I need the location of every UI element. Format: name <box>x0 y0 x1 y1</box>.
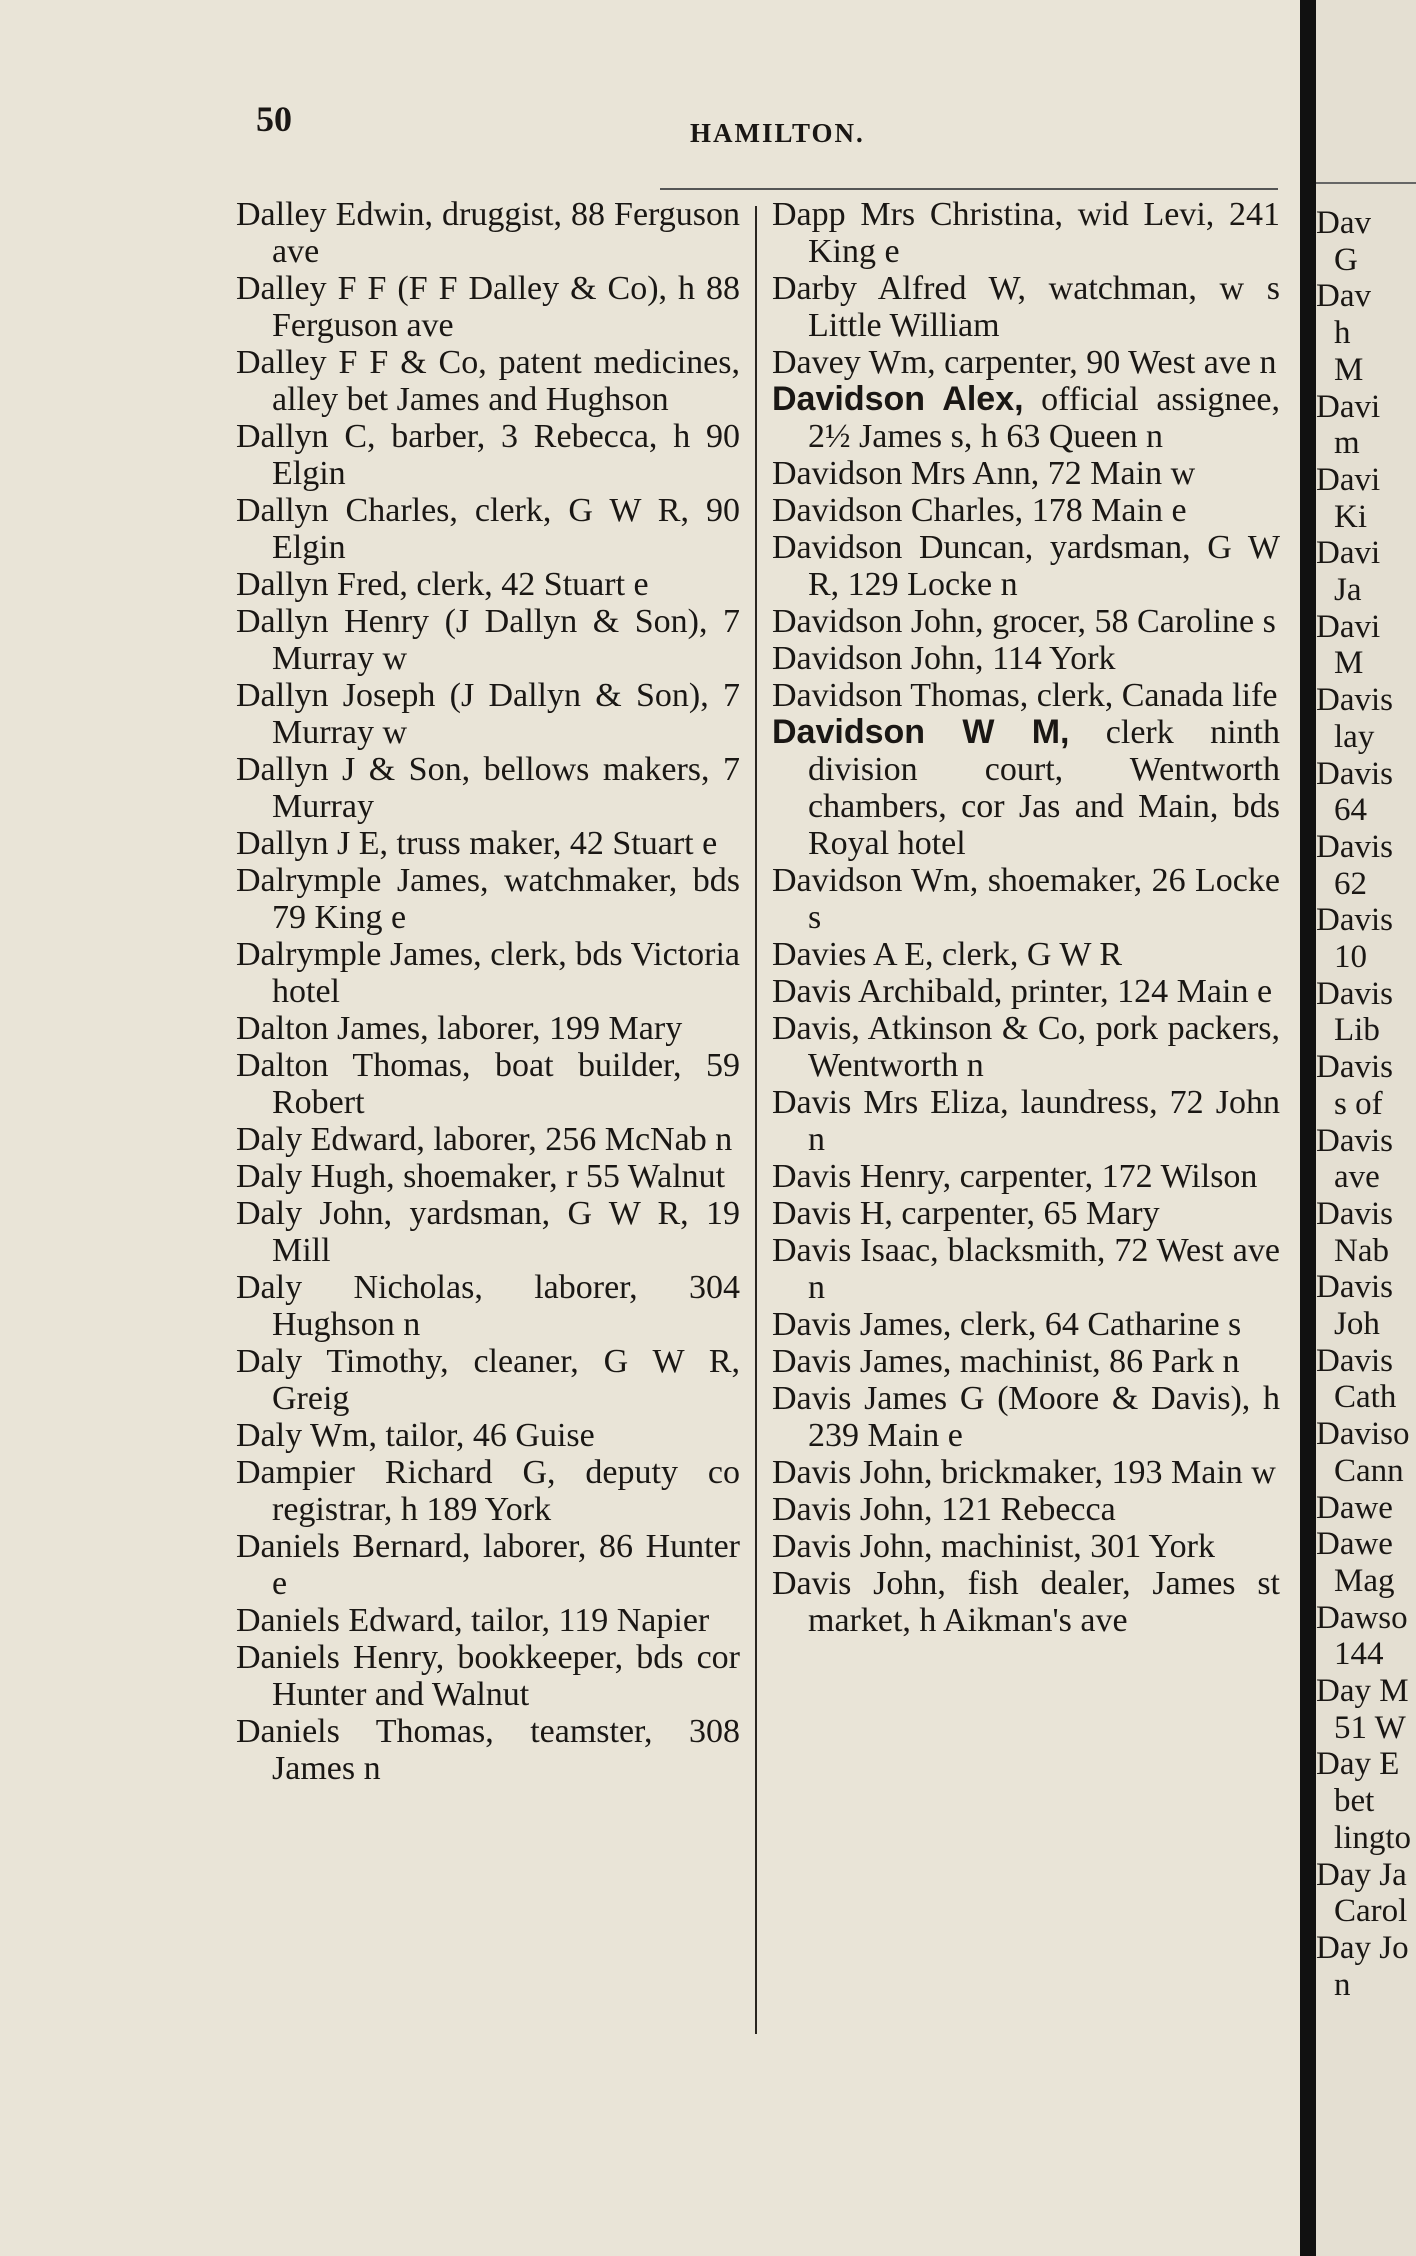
directory-entry <box>772 1528 1280 1565</box>
entry-details: carpenter, 65 Mary <box>892 1195 1160 1232</box>
directory-entry <box>772 529 1280 603</box>
book-gutter <box>1300 0 1316 2256</box>
directory-entry <box>236 1047 740 1121</box>
entry-details: tailor, 46 Guise <box>377 1417 595 1454</box>
entry-details: grocer, 58 Caroline s <box>983 603 1276 640</box>
directory-entry <box>236 270 740 344</box>
directory-entry <box>236 1454 740 1528</box>
facing-page-fragment: 144 <box>1334 1636 1384 1673</box>
entry-name: Davis H, <box>772 1195 893 1232</box>
directory-entry <box>236 1343 740 1417</box>
entry-name: Dapp Mrs Christina, <box>772 196 1064 233</box>
directory-entry <box>236 418 740 492</box>
entry-name: Davis, Atkinson & Co, <box>772 1010 1087 1047</box>
facing-page-fragment: Davis <box>1316 975 1393 1012</box>
entry-details: shoemaker, r 55 Walnut <box>394 1158 726 1195</box>
entry-name: Davidson Mrs Ann, <box>772 455 1040 492</box>
entry-details: wid Levi, 241 King e <box>808 196 1280 270</box>
entry-name: Davidson Alex, <box>772 380 1024 418</box>
entry-name: Davis Isaac, <box>772 1232 939 1269</box>
directory-entry <box>236 936 740 1010</box>
facing-page-fragment: Davis <box>1316 682 1393 719</box>
facing-page-fragment: Cann <box>1334 1452 1404 1489</box>
entry-name: Daly Hugh, <box>236 1158 395 1195</box>
entry-details: (F F Dalley & Co), h 88 Ferguson ave <box>272 270 741 344</box>
entry-name: Dampier Richard G, <box>236 1454 556 1491</box>
directory-entry <box>236 1158 740 1195</box>
facing-page-fragment: Dav <box>1316 278 1371 315</box>
entry-details: truss maker, 42 Stuart e <box>388 825 718 862</box>
entry-name: Daniels Henry, <box>236 1639 445 1676</box>
facing-page-fragment: Mag <box>1334 1562 1395 1599</box>
entry-name: Davidson W M, <box>772 713 1070 751</box>
entry-name: Dalton James, <box>236 1010 429 1047</box>
directory-entry <box>236 1528 740 1602</box>
left-column <box>236 196 740 1787</box>
entry-name: Davidson John, <box>772 640 984 677</box>
directory-entry <box>236 1639 740 1713</box>
entry-name: Dalton Thomas, <box>236 1047 471 1084</box>
entry-details: patent medicines, alley bet James and Hughson <box>272 344 741 418</box>
entry-details: tailor, 119 Napier <box>462 1602 710 1639</box>
directory-entry <box>236 1417 740 1454</box>
page-number: 50 <box>256 99 292 139</box>
facing-page-fragment: Day M <box>1316 1673 1409 1709</box>
directory-entry <box>236 1010 740 1047</box>
directory-entry <box>236 1195 740 1269</box>
entry-details: druggist, 88 Ferguson ave <box>272 196 740 270</box>
directory-entry <box>772 714 1280 862</box>
directory-entry <box>236 1713 740 1787</box>
facing-page-fragment: n <box>1334 1966 1351 2003</box>
entry-details: bookkeeper, bds cor Hunter and Walnut <box>272 1639 740 1713</box>
entry-name: Daly Timothy, <box>236 1343 449 1380</box>
entry-name: Dallyn Fred, <box>236 566 408 603</box>
facing-page-fragment: Daviso <box>1316 1416 1410 1453</box>
entry-details: (J Dallyn & Son), 7 Murray w <box>272 603 740 677</box>
directory-entry <box>236 1121 740 1158</box>
directory-entry <box>772 1195 1280 1232</box>
facing-page-fragment: 62 <box>1334 865 1367 902</box>
entry-name: Dallyn Joseph <box>236 677 436 714</box>
directory-entry <box>772 936 1280 973</box>
directory-entry <box>236 1602 740 1639</box>
entry-details: pork packers, Wentworth n <box>808 1010 1280 1084</box>
entry-name: Dallyn J E, <box>236 825 389 862</box>
entry-name: Davis Mrs Eliza, <box>772 1084 1009 1121</box>
directory-entry <box>236 196 740 270</box>
entry-details: bellows makers, 7 Murray <box>272 751 741 825</box>
directory-entry <box>772 1380 1280 1454</box>
entry-details: clerk, G W R, 90 Elgin <box>272 492 740 566</box>
entry-details: laborer, 304 Hughson n <box>272 1269 740 1343</box>
entry-name: Davey Wm, <box>772 344 936 381</box>
entry-details: fish dealer, James st market, h Aikman's ave <box>808 1565 1280 1639</box>
facing-page-fragment: Lib <box>1334 1012 1380 1049</box>
entry-details: brickmaker, 193 Main w <box>932 1454 1276 1491</box>
entry-details: 72 Main w <box>1039 455 1196 492</box>
entry-details: watchmaker, bds 79 King e <box>272 862 740 936</box>
entry-name: Daly Nicholas, <box>236 1269 483 1306</box>
directory-entry <box>772 344 1280 381</box>
entry-details: laborer, 256 McNab n <box>424 1121 733 1158</box>
entry-name: Dallyn Henry <box>236 603 430 640</box>
directory-entry <box>772 196 1280 270</box>
entry-details: (Moore & Davis), h 239 Main e <box>808 1380 1281 1454</box>
facing-page-fragment: Davis <box>1316 1049 1393 1086</box>
facing-page-fragment: Davis <box>1316 1195 1393 1232</box>
entry-name: Davidson Thomas, <box>772 677 1029 714</box>
entry-details: shoemaker, 26 Locke s <box>808 862 1280 936</box>
facing-page-fragment: Davis <box>1316 1342 1393 1379</box>
entry-name: Davidson John, <box>772 603 984 640</box>
directory-entry <box>772 1084 1280 1158</box>
header-rule <box>660 188 1278 190</box>
facing-page-fragment: 64 <box>1334 792 1367 829</box>
facing-page-fragment: Day Jo <box>1316 1929 1409 1966</box>
directory-entry <box>772 270 1280 344</box>
directory-entry <box>772 973 1280 1010</box>
entry-name: Dalley F F <box>236 270 387 307</box>
facing-page-fragment: ave <box>1334 1159 1380 1196</box>
directory-entry <box>772 381 1280 455</box>
facing-page-fragment: Nab <box>1334 1232 1389 1269</box>
entry-name: Daly John, <box>236 1195 393 1232</box>
entry-details: boat builder, 59 Robert <box>272 1047 741 1121</box>
entry-details: yardsman, G W R, 19 Mill <box>272 1195 740 1269</box>
entry-name: Davis John, <box>772 1491 933 1528</box>
entry-name: Dalley Edwin, <box>236 196 433 233</box>
directory-entry <box>236 344 740 418</box>
entry-details: machinist, 86 Park n <box>951 1343 1240 1380</box>
directory-entry <box>772 1343 1280 1380</box>
facing-page-fragment: M <box>1334 645 1364 682</box>
facing-page-fragment: Day Ja <box>1316 1856 1407 1893</box>
directory-entry <box>772 677 1280 714</box>
entry-details: cleaner, G W R, Greig <box>272 1343 740 1417</box>
facing-page-fragment: Davis <box>1316 1122 1393 1159</box>
entry-details: clerk ninth division court, Wentworth chambers, cor Jas and Main, bds Royal hotel <box>808 714 1280 862</box>
entry-name: Dalrymple James, <box>236 936 482 973</box>
entry-name: Davidson Wm, <box>772 862 979 899</box>
entry-details: carpenter, 172 Wilson <box>951 1158 1258 1195</box>
facing-page-fragment: Dawe <box>1316 1526 1393 1563</box>
entry-details: 121 Rebecca <box>932 1491 1116 1528</box>
directory-entry <box>772 603 1280 640</box>
facing-header-rule <box>1316 182 1416 184</box>
entry-name: Dalrymple James, <box>236 862 489 899</box>
entry-name: Dallyn Charles, <box>236 492 458 529</box>
facing-page-fragment: lay <box>1334 718 1375 755</box>
entry-details: clerk, Canada life <box>1028 677 1278 714</box>
directory-entry <box>772 1491 1280 1528</box>
facing-page-fragment: h <box>1334 315 1351 352</box>
facing-page-fragment: Joh <box>1334 1306 1380 1342</box>
entry-name: Daly Wm, <box>236 1417 378 1454</box>
directory-entry <box>772 492 1280 529</box>
facing-page-fragment: G <box>1334 241 1358 278</box>
facing-page-fragment: Ja <box>1334 572 1362 608</box>
facing-page-fragment: Cath <box>1334 1379 1397 1416</box>
facing-page-fragment: Dawso <box>1316 1599 1408 1636</box>
entry-details: watchman, w s Little William <box>808 270 1280 344</box>
entry-name: Davis John, <box>772 1528 933 1565</box>
entry-details: yardsman, G W R, 129 Locke n <box>808 529 1281 603</box>
facing-page-fragment: Dav <box>1316 205 1371 241</box>
facing-page-fragment: Day E <box>1316 1746 1400 1783</box>
facing-page-fragment: Carol <box>1334 1893 1408 1930</box>
entry-details: laborer, 86 Hunter e <box>272 1528 740 1602</box>
entry-name: Davis Henry, <box>772 1158 952 1195</box>
entry-details: clerk, bds Victoria hotel <box>272 936 740 1010</box>
right-column <box>772 196 1280 1639</box>
entry-name: Daly Edward, <box>236 1121 425 1158</box>
entry-details: barber, 3 Rebecca, h 90 Elgin <box>272 418 740 492</box>
facing-page-fragment: bet <box>1334 1783 1375 1820</box>
entry-name: Davies A E, <box>772 936 934 973</box>
facing-page-fragment: lingto <box>1334 1819 1412 1856</box>
facing-page-fragment: Davis <box>1316 1269 1393 1306</box>
directory-entry <box>772 1454 1280 1491</box>
directory-entry <box>236 1269 740 1343</box>
entry-name: Dallyn C, <box>236 418 376 455</box>
facing-page-fragment: Davi <box>1316 388 1381 425</box>
facing-page-fragment: Davi <box>1316 461 1381 498</box>
entry-details: laundress, 72 John n <box>808 1084 1280 1158</box>
entry-details: deputy co registrar, h 189 York <box>272 1454 740 1528</box>
facing-page-fragment: m <box>1334 425 1360 462</box>
directory-entry <box>236 603 740 677</box>
column-divider <box>755 206 757 2034</box>
entry-details: 114 York <box>983 640 1116 677</box>
entry-name: Dalley F F & Co, <box>236 344 487 381</box>
entry-name: Daniels Thomas, <box>236 1713 494 1750</box>
facing-page-fragment: 10 <box>1334 939 1367 975</box>
entry-details: machinist, 301 York <box>932 1528 1215 1565</box>
entry-name: Daniels Bernard, <box>236 1528 471 1565</box>
facing-page-fragment: Ki <box>1334 498 1367 535</box>
entry-details: (J Dallyn & Son), 7 Murray w <box>272 677 740 751</box>
entry-name: Davis James, <box>772 1306 952 1343</box>
directory-entry <box>772 1232 1280 1306</box>
entry-name: Darby Alfred W, <box>772 270 1027 307</box>
entry-name: Davis James, <box>772 1343 952 1380</box>
directory-entry <box>772 1158 1280 1195</box>
entry-name: Davis James G <box>772 1380 985 1417</box>
entry-name: Davidson Duncan, <box>772 529 1034 566</box>
directory-entry <box>772 862 1280 936</box>
facing-page-fragment: Dawe <box>1316 1489 1393 1526</box>
entry-details: laborer, 199 Mary <box>428 1010 683 1047</box>
facing-page-fragment: Davi <box>1316 535 1381 572</box>
directory-entry <box>772 640 1280 677</box>
entry-name: Davis John, <box>772 1454 933 1491</box>
directory-entry <box>236 492 740 566</box>
directory-entry <box>772 1010 1280 1084</box>
facing-page-fragment: 51 W <box>1334 1709 1406 1746</box>
facing-page-fragment: Davis <box>1316 902 1393 939</box>
running-head: HAMILTON. <box>690 118 865 148</box>
entry-details: 178 Main e <box>1023 492 1187 529</box>
facing-page-fragment: Davis <box>1316 755 1393 792</box>
entry-details: teamster, 308 James n <box>272 1713 740 1787</box>
entry-details: clerk, 64 Catharine s <box>951 1306 1242 1343</box>
facing-page-fragment: M <box>1334 351 1364 388</box>
entry-details: clerk, G W R <box>933 936 1123 973</box>
directory-entry <box>772 1565 1280 1639</box>
entry-details: clerk, 42 Stuart e <box>407 566 649 603</box>
directory-entry <box>236 825 740 862</box>
facing-page-fragment: Davi <box>1316 608 1381 645</box>
facing-page-fragment: Davis <box>1316 828 1393 865</box>
entry-name: Dallyn J & Son, <box>236 751 471 788</box>
entry-name: Davidson Charles, <box>772 492 1024 529</box>
entry-details: official assignee, 2½ James s, h 63 Queen n <box>808 381 1280 455</box>
entry-details: blacksmith, 72 West ave n <box>808 1232 1280 1306</box>
facing-page-fragment: s of <box>1334 1085 1383 1122</box>
entry-name: Davis John, <box>772 1565 946 1602</box>
directory-entry <box>236 862 740 936</box>
entry-details: printer, 124 Main e <box>1002 973 1273 1010</box>
entry-details: carpenter, 90 West ave n <box>935 344 1277 381</box>
directory-entry <box>236 566 740 603</box>
directory-entry <box>772 455 1280 492</box>
directory-entry <box>772 1306 1280 1343</box>
directory-entry <box>236 751 740 825</box>
entry-name: Daniels Edward, <box>236 1602 463 1639</box>
directory-entry <box>236 677 740 751</box>
facing-page-edge <box>1316 0 1416 2256</box>
entry-name: Davis Archibald, <box>772 973 1003 1010</box>
